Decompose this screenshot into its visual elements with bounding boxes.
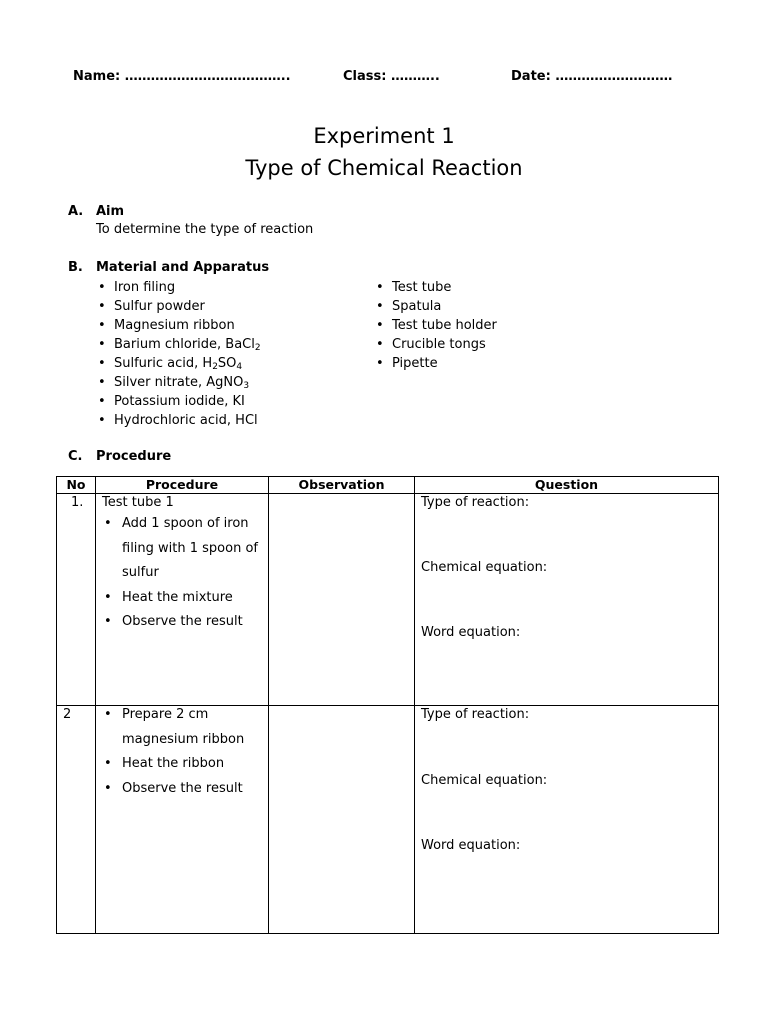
section-a-heading bbox=[68, 204, 124, 219]
material-item: • Potassium iodide, KI bbox=[96, 392, 261, 411]
apparatus-item: • Test tube holder bbox=[374, 316, 497, 335]
observation-cell[interactable] bbox=[269, 494, 415, 706]
material-item: • Sulfuric acid, $H_2SO_4$ bbox=[96, 354, 261, 373]
apparatus-item: • Test tube bbox=[374, 278, 497, 297]
material-item: • Barium chloride, BaCl$_2$ bbox=[96, 335, 261, 354]
question-cell bbox=[415, 706, 719, 934]
materials-list-left bbox=[96, 278, 261, 430]
procedure-intro: Test tube 1 bbox=[102, 495, 174, 510]
apparatus-item: • Pipette bbox=[374, 354, 497, 373]
procedure-cell bbox=[96, 494, 269, 706]
apparatus-item: • Spatula bbox=[374, 297, 497, 316]
header-observation: Observation bbox=[269, 477, 415, 494]
section-b-heading bbox=[68, 260, 269, 275]
procedure-step: • Heat the mixture bbox=[104, 589, 233, 605]
section-a-title: Aim bbox=[96, 204, 125, 219]
row-number: 2 bbox=[57, 706, 96, 934]
material-item: • Sulfur powder bbox=[96, 297, 261, 316]
section-a-letter: A. bbox=[68, 204, 84, 219]
header-question: Question bbox=[415, 477, 719, 494]
date-field-label: Date: ……………………… bbox=[511, 69, 673, 84]
material-item: • Hydrochloric acid, HCl bbox=[96, 411, 261, 430]
header-no: No bbox=[57, 477, 96, 494]
question-word-equation: Word equation: bbox=[421, 625, 521, 640]
class-field-label: Class: ……….. bbox=[343, 69, 440, 84]
table-row bbox=[57, 494, 719, 706]
header-procedure: Procedure bbox=[96, 477, 269, 494]
name-field-label: Name: ……………………………….. bbox=[73, 69, 291, 84]
experiment-subtitle: Type of Chemical Reaction bbox=[245, 156, 523, 180]
procedure-step: • Prepare 2 cm magnesium ribbon bbox=[104, 707, 245, 747]
question-type-of-reaction: Type of reaction: bbox=[421, 495, 530, 510]
procedure-table bbox=[56, 476, 719, 934]
question-type-of-reaction: Type of reaction: bbox=[421, 707, 530, 722]
row-number: 1. bbox=[57, 494, 96, 706]
procedure-step: • Heat the ribbon bbox=[104, 756, 225, 771]
section-c-heading bbox=[68, 449, 171, 464]
section-b-letter: B. bbox=[68, 260, 83, 275]
observation-cell[interactable] bbox=[269, 706, 415, 934]
question-chemical-equation: Chemical equation: bbox=[421, 773, 548, 788]
section-c-title: Procedure bbox=[96, 449, 172, 464]
apparatus-item: • Crucible tongs bbox=[374, 335, 497, 354]
material-item: • Silver nitrate, AgNO$_3$ bbox=[96, 373, 261, 392]
procedure-step: • Add 1 spoon of iron filing with 1 spoon of sulfur bbox=[104, 516, 258, 580]
question-word-equation: Word equation: bbox=[421, 838, 521, 853]
material-item: • Magnesium ribbon bbox=[96, 316, 261, 335]
table-row bbox=[57, 706, 719, 934]
question-cell bbox=[415, 494, 719, 706]
aim-text: To determine the type of reaction bbox=[96, 222, 314, 237]
section-c-letter: C. bbox=[68, 449, 83, 464]
materials-list-right bbox=[374, 278, 497, 373]
question-chemical-equation: Chemical equation: bbox=[421, 560, 548, 575]
material-item: • Iron filing bbox=[96, 278, 261, 297]
procedure-step: • Observe the result bbox=[104, 614, 243, 629]
section-b-title: Material and Apparatus bbox=[96, 260, 270, 275]
procedure-step: • Observe the result bbox=[104, 780, 243, 796]
experiment-title: Experiment 1 bbox=[313, 124, 455, 148]
table-header-row bbox=[57, 477, 719, 494]
procedure-cell bbox=[96, 706, 269, 934]
